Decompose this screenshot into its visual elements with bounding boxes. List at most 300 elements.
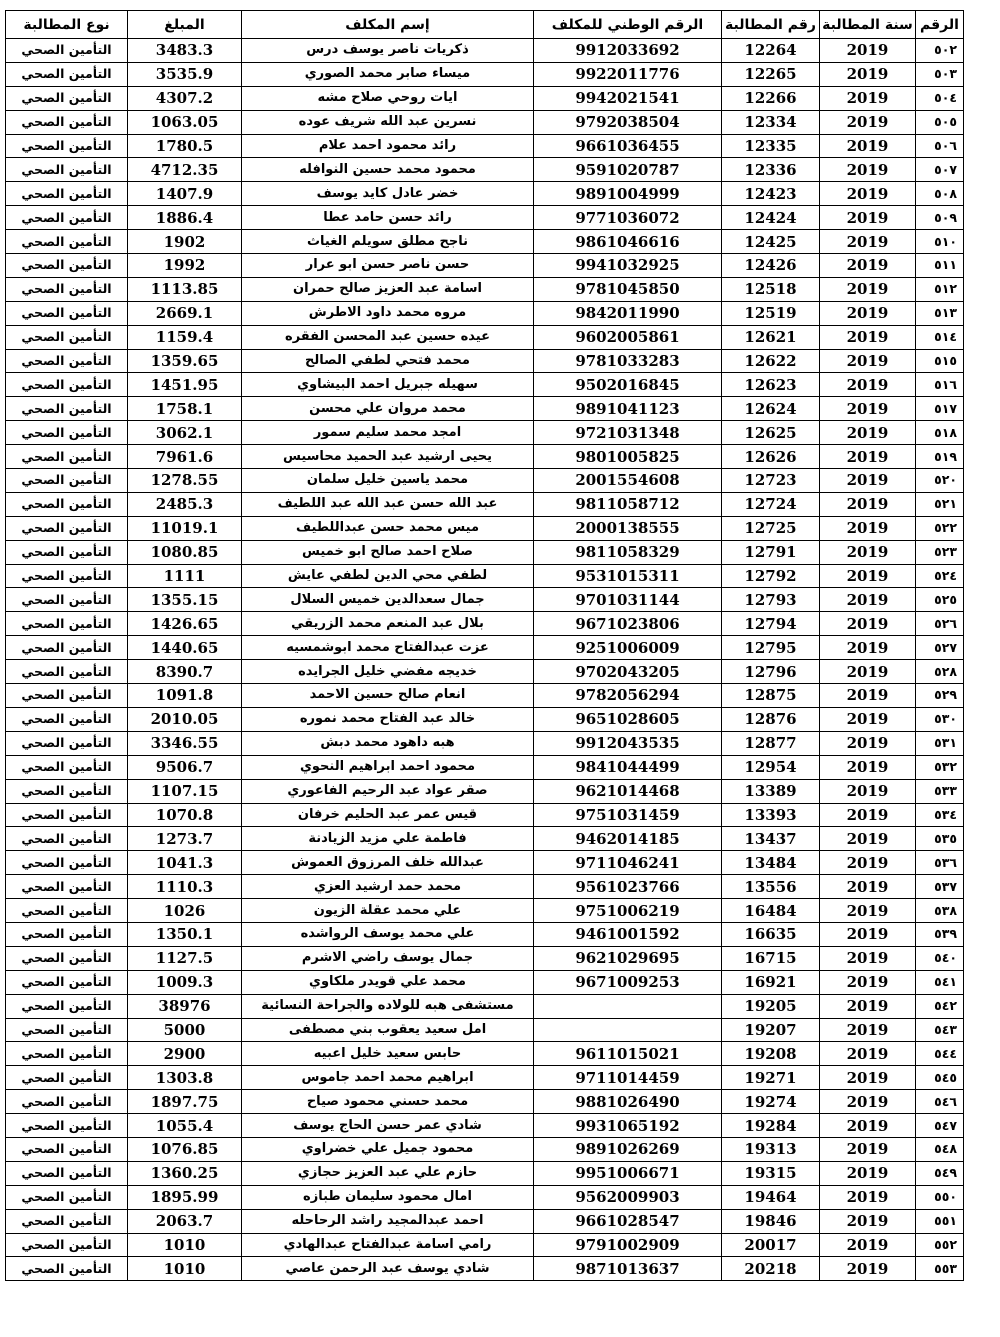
row-seq: ٥٤٨	[916, 1137, 964, 1161]
row-name: خديجه مفضي خليل الجرايده	[242, 660, 534, 684]
row-national-id: 9781045850	[534, 277, 722, 301]
row-amount: 1070.8	[128, 803, 242, 827]
row-claim-type: التأمين الصحي	[6, 1114, 128, 1138]
row-claim-type: التأمين الصحي	[6, 779, 128, 803]
claims-table	[5, 10, 964, 1281]
row-claim-number: 12426	[722, 254, 820, 278]
row-claim-type: التأمين الصحي	[6, 230, 128, 254]
row-national-id: 9871013637	[534, 1257, 722, 1281]
row-amount: 1355.15	[128, 588, 242, 612]
row-claim-year: 2019	[820, 469, 916, 493]
row-national-id: 2000138555	[534, 516, 722, 540]
row-national-id: 9841044499	[534, 755, 722, 779]
table-row	[6, 62, 964, 86]
table-row	[6, 660, 964, 684]
table-row	[6, 994, 964, 1018]
row-amount: 1897.75	[128, 1090, 242, 1114]
row-claim-number: 19315	[722, 1161, 820, 1185]
row-claim-number: 12625	[722, 421, 820, 445]
row-claim-type: التأمين الصحي	[6, 1042, 128, 1066]
row-amount: 1026	[128, 899, 242, 923]
row-claim-year: 2019	[820, 827, 916, 851]
table-row	[6, 1018, 964, 1042]
row-claim-year: 2019	[820, 1114, 916, 1138]
table-row	[6, 875, 964, 899]
row-name: سهيله جبريل احمد البيشاوي	[242, 373, 534, 397]
row-claim-number: 19205	[722, 994, 820, 1018]
row-seq: ٥٤٦	[916, 1090, 964, 1114]
row-claim-number: 12725	[722, 516, 820, 540]
table-row	[6, 1257, 964, 1281]
row-national-id: 9781033283	[534, 349, 722, 373]
row-national-id: 9561023766	[534, 875, 722, 899]
row-seq: ٥١٣	[916, 301, 964, 325]
row-name: اسامة عبد العزيز صالح حمران	[242, 277, 534, 301]
table-row	[6, 922, 964, 946]
row-national-id: 9861046616	[534, 230, 722, 254]
row-claim-type: التأمين الصحي	[6, 755, 128, 779]
row-name: محمد ياسين خليل سلمان	[242, 469, 534, 493]
row-claim-type: التأمين الصحي	[6, 1090, 128, 1114]
row-claim-number: 12877	[722, 731, 820, 755]
row-seq: ٥٢٢	[916, 516, 964, 540]
table-row	[6, 1209, 964, 1233]
row-seq: ٥٥٣	[916, 1257, 964, 1281]
row-name: نسرين عبد الله شريف عوده	[242, 110, 534, 134]
row-name: محمد علي قويدر ملكاوي	[242, 970, 534, 994]
row-amount: 3346.55	[128, 731, 242, 755]
row-national-id: 9621014468	[534, 779, 722, 803]
row-claim-number: 19271	[722, 1066, 820, 1090]
table-row	[6, 755, 964, 779]
row-national-id: 9942021541	[534, 86, 722, 110]
row-claim-year: 2019	[820, 492, 916, 516]
row-claim-number: 12795	[722, 636, 820, 660]
row-claim-year: 2019	[820, 1042, 916, 1066]
row-claim-number: 12424	[722, 206, 820, 230]
row-claim-type: التأمين الصحي	[6, 540, 128, 564]
row-name: شادي يوسف عبد الرحمن عاصي	[242, 1257, 534, 1281]
row-claim-year: 2019	[820, 1161, 916, 1185]
row-amount: 1113.85	[128, 277, 242, 301]
row-seq: ٥٢٤	[916, 564, 964, 588]
table-row	[6, 110, 964, 134]
row-claim-type: التأمين الصحي	[6, 636, 128, 660]
row-seq: ٥٣١	[916, 731, 964, 755]
row-national-id: 9811058329	[534, 540, 722, 564]
row-seq: ٥١٩	[916, 445, 964, 469]
row-claim-year: 2019	[820, 875, 916, 899]
row-claim-type: التأمين الصحي	[6, 922, 128, 946]
table-row	[6, 1066, 964, 1090]
row-claim-year: 2019	[820, 636, 916, 660]
table-row	[6, 39, 964, 63]
table-row	[6, 516, 964, 540]
row-amount: 2485.3	[128, 492, 242, 516]
row-national-id: 9782056294	[534, 684, 722, 708]
row-national-id: 9711046241	[534, 851, 722, 875]
row-amount: 1426.65	[128, 612, 242, 636]
row-name: لطفي محي الدين لطفي عايش	[242, 564, 534, 588]
row-claim-type: التأمين الصحي	[6, 110, 128, 134]
row-claim-year: 2019	[820, 1257, 916, 1281]
row-amount: 1063.05	[128, 110, 242, 134]
row-claim-year: 2019	[820, 755, 916, 779]
row-amount: 3535.9	[128, 62, 242, 86]
row-name: امل سعيد يعقوب بني مصطفى	[242, 1018, 534, 1042]
row-claim-number: 19464	[722, 1185, 820, 1209]
row-seq: ٥٥٠	[916, 1185, 964, 1209]
row-seq: ٥١٧	[916, 397, 964, 421]
row-claim-year: 2019	[820, 899, 916, 923]
row-national-id	[534, 994, 722, 1018]
row-claim-type: التأمين الصحي	[6, 86, 128, 110]
row-seq: ٥٢٨	[916, 660, 964, 684]
header-claim-number: رقم المطالبة	[722, 11, 820, 39]
row-claim-type: التأمين الصحي	[6, 1209, 128, 1233]
row-name: رائد حسن حامد عطا	[242, 206, 534, 230]
row-claim-year: 2019	[820, 110, 916, 134]
row-seq: ٥٤٧	[916, 1114, 964, 1138]
row-amount: 1159.4	[128, 325, 242, 349]
row-seq: ٥٤١	[916, 970, 964, 994]
row-national-id: 9842011990	[534, 301, 722, 325]
row-name: امال محمود سليمان طبازه	[242, 1185, 534, 1209]
row-claim-year: 2019	[820, 707, 916, 731]
row-claim-number: 12723	[722, 469, 820, 493]
row-claim-type: التأمين الصحي	[6, 206, 128, 230]
row-claim-number: 13437	[722, 827, 820, 851]
table-row	[6, 827, 964, 851]
row-national-id: 9792038504	[534, 110, 722, 134]
row-name: مروه محمد داود الاطرش	[242, 301, 534, 325]
row-claim-year: 2019	[820, 134, 916, 158]
row-claim-type: التأمين الصحي	[6, 349, 128, 373]
row-national-id: 9661036455	[534, 134, 722, 158]
row-national-id: 9751006219	[534, 899, 722, 923]
row-seq: ٥١١	[916, 254, 964, 278]
row-seq: ٥٤٩	[916, 1161, 964, 1185]
row-name: محمد مروان علي محسن	[242, 397, 534, 421]
row-seq: ٥٤٥	[916, 1066, 964, 1090]
row-seq: ٥٢٥	[916, 588, 964, 612]
row-name: محمود جميل علي خضراوي	[242, 1137, 534, 1161]
row-amount: 5000	[128, 1018, 242, 1042]
row-claim-number: 12423	[722, 182, 820, 206]
row-claim-year: 2019	[820, 325, 916, 349]
row-claim-number: 12334	[722, 110, 820, 134]
row-amount: 8390.7	[128, 660, 242, 684]
table-row	[6, 373, 964, 397]
row-seq: ٥٠٨	[916, 182, 964, 206]
row-name: فاطمة علي مزيد الزيادنة	[242, 827, 534, 851]
row-amount: 1091.8	[128, 684, 242, 708]
row-seq: ٥٠٤	[916, 86, 964, 110]
row-amount: 1009.3	[128, 970, 242, 994]
row-national-id: 9251006009	[534, 636, 722, 660]
row-seq: ٥٥٢	[916, 1233, 964, 1257]
row-national-id: 9891041123	[534, 397, 722, 421]
row-claim-type: التأمين الصحي	[6, 397, 128, 421]
row-name: محمد حمد ارشيد العزي	[242, 875, 534, 899]
row-seq: ٥٢١	[916, 492, 964, 516]
row-amount: 1110.3	[128, 875, 242, 899]
row-claim-year: 2019	[820, 254, 916, 278]
row-claim-year: 2019	[820, 158, 916, 182]
row-claim-type: التأمين الصحي	[6, 994, 128, 1018]
row-national-id: 9771036072	[534, 206, 722, 230]
row-claim-number: 12264	[722, 39, 820, 63]
row-claim-type: التأمين الصحي	[6, 731, 128, 755]
row-claim-number: 12335	[722, 134, 820, 158]
header-claim-year: سنة المطالبة	[820, 11, 916, 39]
row-name: حازم علي عبد العزيز حجازي	[242, 1161, 534, 1185]
row-claim-type: التأمين الصحي	[6, 660, 128, 684]
row-national-id: 9562009903	[534, 1185, 722, 1209]
row-national-id: 9711014459	[534, 1066, 722, 1090]
row-seq: ٥٢٩	[916, 684, 964, 708]
row-claim-number: 12425	[722, 230, 820, 254]
row-seq: ٥٣٩	[916, 922, 964, 946]
row-name: رامي اسامة عبدالفتاح عبدالهادي	[242, 1233, 534, 1257]
row-seq: ٥٣٠	[916, 707, 964, 731]
row-claim-type: التأمين الصحي	[6, 134, 128, 158]
row-amount: 1992	[128, 254, 242, 278]
table-row	[6, 397, 964, 421]
table-row	[6, 564, 964, 588]
row-claim-number: 12796	[722, 660, 820, 684]
row-seq: ٥٠٩	[916, 206, 964, 230]
row-claim-year: 2019	[820, 277, 916, 301]
row-claim-type: التأمين الصحي	[6, 62, 128, 86]
row-amount: 1895.99	[128, 1185, 242, 1209]
table-row	[6, 1161, 964, 1185]
row-amount: 38976	[128, 994, 242, 1018]
row-national-id: 9891026269	[534, 1137, 722, 1161]
row-national-id: 9721031348	[534, 421, 722, 445]
row-name: انعام صالح حسين الاحمد	[242, 684, 534, 708]
row-seq: ٥٢٧	[916, 636, 964, 660]
row-name: ميساء صابر محمد الصوري	[242, 62, 534, 86]
row-name: ايات روحي صلاح مشه	[242, 86, 534, 110]
row-claim-year: 2019	[820, 540, 916, 564]
row-claim-number: 13484	[722, 851, 820, 875]
row-national-id: 9912043535	[534, 731, 722, 755]
row-national-id: 9591020787	[534, 158, 722, 182]
row-seq: ٥٢٠	[916, 469, 964, 493]
row-name: ذكريات ناصر يوسف درس	[242, 39, 534, 63]
row-name: يحيى ارشيد عبد الحميد محاسيس	[242, 445, 534, 469]
table-row	[6, 970, 964, 994]
row-claim-type: التأمين الصحي	[6, 588, 128, 612]
row-claim-number: 12875	[722, 684, 820, 708]
row-claim-year: 2019	[820, 851, 916, 875]
row-claim-number: 13393	[722, 803, 820, 827]
row-claim-year: 2019	[820, 1066, 916, 1090]
row-claim-type: التأمين الصحي	[6, 1185, 128, 1209]
row-claim-number: 16921	[722, 970, 820, 994]
row-claim-type: التأمين الصحي	[6, 946, 128, 970]
row-seq: ٥٥١	[916, 1209, 964, 1233]
row-name: ابراهيم محمد احمد جاموس	[242, 1066, 534, 1090]
row-name: عزت عبدالفتاح محمد ابوشمسيه	[242, 636, 534, 660]
table-row	[6, 1185, 964, 1209]
row-claim-type: التأمين الصحي	[6, 301, 128, 325]
row-amount: 1010	[128, 1233, 242, 1257]
row-claim-number: 19284	[722, 1114, 820, 1138]
row-name: جمال سعدالدين خميس السلال	[242, 588, 534, 612]
row-seq: ٥٣٦	[916, 851, 964, 875]
row-amount: 1303.8	[128, 1066, 242, 1090]
row-name: جمال يوسف راضي الاشرم	[242, 946, 534, 970]
row-claim-number: 16715	[722, 946, 820, 970]
row-amount: 1440.65	[128, 636, 242, 660]
row-national-id: 9912033692	[534, 39, 722, 63]
row-name: حسن ناصر حسن ابو عرار	[242, 254, 534, 278]
table-row	[6, 803, 964, 827]
row-claim-year: 2019	[820, 1185, 916, 1209]
row-name: محمود محمد حسين النوافله	[242, 158, 534, 182]
row-amount: 2900	[128, 1042, 242, 1066]
row-claim-year: 2019	[820, 230, 916, 254]
row-amount: 4712.35	[128, 158, 242, 182]
table-row	[6, 301, 964, 325]
row-claim-year: 2019	[820, 39, 916, 63]
table-row	[6, 1233, 964, 1257]
row-name: احمد عبدالمجيد راشد الرحاحله	[242, 1209, 534, 1233]
row-claim-type: التأمين الصحي	[6, 899, 128, 923]
table-row	[6, 206, 964, 230]
row-claim-number: 20218	[722, 1257, 820, 1281]
row-seq: ٥٠٢	[916, 39, 964, 63]
row-claim-year: 2019	[820, 516, 916, 540]
row-claim-year: 2019	[820, 301, 916, 325]
row-name: مستشفى هبه للولاده والجراحة النسائية	[242, 994, 534, 1018]
row-claim-type: التأمين الصحي	[6, 1066, 128, 1090]
table-header-row	[6, 11, 964, 39]
table-row	[6, 1042, 964, 1066]
row-seq: ٥٠٧	[916, 158, 964, 182]
row-claim-type: التأمين الصحي	[6, 39, 128, 63]
row-claim-type: التأمين الصحي	[6, 1161, 128, 1185]
row-national-id: 9462014185	[534, 827, 722, 851]
row-claim-number: 12518	[722, 277, 820, 301]
row-claim-number: 12724	[722, 492, 820, 516]
row-seq: ٥٣٥	[916, 827, 964, 851]
row-amount: 1055.4	[128, 1114, 242, 1138]
table-row	[6, 469, 964, 493]
row-amount: 7961.6	[128, 445, 242, 469]
row-name: قيس عمر عبد الحليم خرفان	[242, 803, 534, 827]
row-amount: 1278.55	[128, 469, 242, 493]
table-row	[6, 325, 964, 349]
row-claim-type: التأمين الصحي	[6, 445, 128, 469]
row-claim-type: التأمين الصحي	[6, 707, 128, 731]
row-claim-year: 2019	[820, 182, 916, 206]
row-seq: ٥٣٤	[916, 803, 964, 827]
row-amount: 2063.7	[128, 1209, 242, 1233]
row-amount: 1886.4	[128, 206, 242, 230]
row-claim-number: 16635	[722, 922, 820, 946]
row-national-id: 9941032925	[534, 254, 722, 278]
row-amount: 2669.1	[128, 301, 242, 325]
row-amount: 3483.3	[128, 39, 242, 63]
row-national-id: 9811058712	[534, 492, 722, 516]
row-claim-number: 12336	[722, 158, 820, 182]
row-name: محمد فتحي لطفي الصالح	[242, 349, 534, 373]
row-claim-year: 2019	[820, 970, 916, 994]
header-seq: الرقم	[916, 11, 964, 39]
row-name: محمد حسني محمود صياح	[242, 1090, 534, 1114]
row-amount: 1758.1	[128, 397, 242, 421]
row-amount: 1780.5	[128, 134, 242, 158]
table-row	[6, 707, 964, 731]
row-claim-type: التأمين الصحي	[6, 612, 128, 636]
row-claim-type: التأمين الصحي	[6, 469, 128, 493]
row-name: علي محمد يوسف الرواشده	[242, 922, 534, 946]
row-name: شادي عمر حسن الحاج يوسف	[242, 1114, 534, 1138]
table-row	[6, 946, 964, 970]
row-national-id: 9602005861	[534, 325, 722, 349]
row-claim-year: 2019	[820, 564, 916, 588]
row-national-id	[534, 1018, 722, 1042]
row-claim-type: التأمين الصحي	[6, 421, 128, 445]
row-national-id: 9611015021	[534, 1042, 722, 1066]
row-amount: 1111	[128, 564, 242, 588]
row-national-id: 9621029695	[534, 946, 722, 970]
row-name: محمود احمد ابراهيم النحوي	[242, 755, 534, 779]
row-claim-type: التأمين الصحي	[6, 1233, 128, 1257]
row-claim-number: 12791	[722, 540, 820, 564]
row-claim-year: 2019	[820, 1090, 916, 1114]
header-claim-type: نوع المطالبة	[6, 11, 128, 39]
row-claim-type: التأمين الصحي	[6, 803, 128, 827]
row-claim-type: التأمين الصحي	[6, 516, 128, 540]
row-claim-number: 13556	[722, 875, 820, 899]
row-seq: ٥٢٦	[916, 612, 964, 636]
row-claim-number: 12794	[722, 612, 820, 636]
table-row	[6, 277, 964, 301]
table-row	[6, 421, 964, 445]
row-claim-year: 2019	[820, 731, 916, 755]
row-claim-year: 2019	[820, 1233, 916, 1257]
row-claim-number: 12621	[722, 325, 820, 349]
table-row	[6, 1114, 964, 1138]
row-claim-number: 16484	[722, 899, 820, 923]
row-national-id: 9791002909	[534, 1233, 722, 1257]
row-seq: ٥١٢	[916, 277, 964, 301]
row-claim-type: التأمين الصحي	[6, 1018, 128, 1042]
table-row	[6, 134, 964, 158]
row-claim-number: 12622	[722, 349, 820, 373]
row-national-id: 9651028605	[534, 707, 722, 731]
table-row	[6, 254, 964, 278]
table-row	[6, 1090, 964, 1114]
table-row	[6, 588, 964, 612]
row-claim-year: 2019	[820, 612, 916, 636]
table-row	[6, 1137, 964, 1161]
row-name: عبد الله حسن عبد الله عبد اللطيف	[242, 492, 534, 516]
row-claim-type: التأمين الصحي	[6, 277, 128, 301]
row-claim-year: 2019	[820, 206, 916, 230]
row-national-id: 9801005825	[534, 445, 722, 469]
row-national-id: 9881026490	[534, 1090, 722, 1114]
row-claim-number: 19208	[722, 1042, 820, 1066]
row-amount: 1041.3	[128, 851, 242, 875]
row-amount: 1451.95	[128, 373, 242, 397]
row-claim-type: التأمين الصحي	[6, 182, 128, 206]
row-amount: 1359.65	[128, 349, 242, 373]
